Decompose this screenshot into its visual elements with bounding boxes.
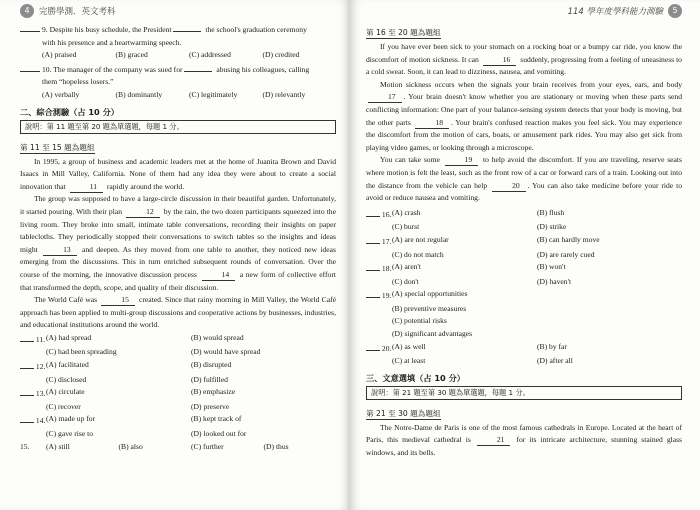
right-header (366, 0, 682, 22)
question-10: 10. The manager of the company was sued for abusing his colleagues, calling them “hopeless losers.” (A) verbally (B) dominantly (C) legitimately (D) relevantly (20, 62, 336, 102)
running-title: 完勝學測．英文考科 (39, 7, 116, 17)
option[interactable]: (B) graced (115, 50, 148, 60)
answer-options: 11. (A) had spread (B) would spread (C) had been spreading (D) would have spread 12. (A) facilitated (B) disrupted (C) disclosed (D) fulfilled 13. (A) circulate (B) emphasize (C) recover (D) preserve 14. (A) made up for (B) kept track of (C) gave rise to (D) looked out for 15. (A) still (B) also (C) further (D) thus (20, 332, 289, 451)
group-title: 第 16 至 20 題為題組 (366, 28, 441, 37)
passage-paragraph-3: The World Café was 15 created. Since that rainy morning in Mill Valley, the World Café approach has been applied to multi-group discussions and cooperative actions by businesses, industries, and educational institutions around the world. (20, 295, 336, 330)
option[interactable]: (B) dominantly (115, 89, 163, 99)
group-title: 第 21 至 30 題為題組 (366, 408, 441, 418)
left-header (20, 0, 336, 22)
page-number: 5 (668, 4, 682, 18)
answer-options: 16. (A) crash (B) flush (C) burst (D) strike 17. (A) are not regular (B) can hardly move (C) do not match (D) are rarely cued 18. (A) aren't (B) won't (C) don't (D) haven't 19. (A) special opportunities (B) preventive measures (C) potential risks (D) significant advantages 20. (A) as well (B) by far (C) at least (D) after all (366, 207, 682, 368)
running-title: 114 學年度學科能力測驗 (567, 7, 663, 17)
group-title: 第 11 至 15 題為題組 (20, 142, 95, 152)
option[interactable]: (A) praised (42, 50, 77, 60)
section-2-note: 說明：第 11 題至第 20 題為單選題，每題 1 分。 (20, 120, 336, 134)
option[interactable]: (D) relevantly (262, 89, 306, 99)
option[interactable]: (C) legitimately (189, 89, 238, 99)
passage-paragraph-1: If you have ever been sick to your stomach on a rocking boat or a bumpy car ride, you know the discomfort of motion sickness. It can 16 suddenly, progressing from a feeling of uneasiness to a cold sweat. Soon, it can lead to dizziness, nausea, and vomiting. (366, 42, 682, 77)
section-3-title: 三、文意選填（占 10 分） (366, 372, 465, 383)
page-number: 4 (20, 4, 34, 18)
passage-paragraph-3: You can take some 19 to help avoid the discomfort. If you are traveling, reserve seats where motion is felt the least, such as the front row of a car or forward cars of a train. Looking out into the distance from the vehicle can help 20 . You can also take medicine before your ride to avoid or reduce nausea and vomiting. (366, 155, 682, 203)
option[interactable]: (A) verbally (42, 89, 80, 99)
section-2-title: 二、綜合測驗（占 10 分） (20, 106, 119, 117)
question-9: 9. Despite his busy schedule, the President the school's graduation ceremony with his presence and a heartwarming speech. (A) praised (B) graced (C) addressed (D) credited (20, 22, 336, 62)
passage-paragraph-2: Motion sickness occurs when the signals your brain receives from your eyes, ears, and body 17 . Your brain doesn't know whether you are stationary or moving when these parts send conflicting information: One part of your balance-sensing system detects that your body is moving, but the other parts 18 . Your brain's confused reaction makes you feel sick. You may experience the discomfort from the motion of cars, boats, or amusement park rides. You may also get sick from playing video games, or looking through a microscope. (366, 79, 682, 152)
passage-paragraph-1: In 1995, a group of business and academic leaders met at the home of Juanita Brown and David Isaacs in Mill Valley, California. None of them had any idea they were about to create a social innovation that 11 rapidly around the world. (20, 156, 336, 191)
section-3-note: 說明：第 21 題至第 30 題為單選題，每題 1 分。 (366, 386, 682, 400)
passage-paragraph-4: The Notre-Dame de Paris is one of the most famous cathedrals in Europe. Located at the heart of Paris, this medieval cathedral is 21 for its intricate architecture, stunning stained glass windows, and its bells. (366, 422, 683, 458)
passage-paragraph-2: The group was supposed to have a large-circle discussion in their beautiful garden. Unfortunately, it started pouring. With their plan 12 by the rain, the two dozen participants squeezed into the living room. They broke into small, intimate table conversations, recording their insights on paper tablecloths. They periodically stopped their conversations to switch tables so the insights and ideas might 13 and deepen. As they moved from one table to another, they noticed new ideas emerging from the discussions. This in turn enriched subsequent rounds of conversation. Over the course of the morning, the innovative discussion process 14 a new form of collective effort that transformed the depth, scope, and quality of their discussion. (20, 194, 336, 292)
option[interactable]: (D) credited (262, 50, 300, 60)
right-page (350, 0, 700, 510)
option[interactable]: (C) addressed (189, 50, 231, 60)
